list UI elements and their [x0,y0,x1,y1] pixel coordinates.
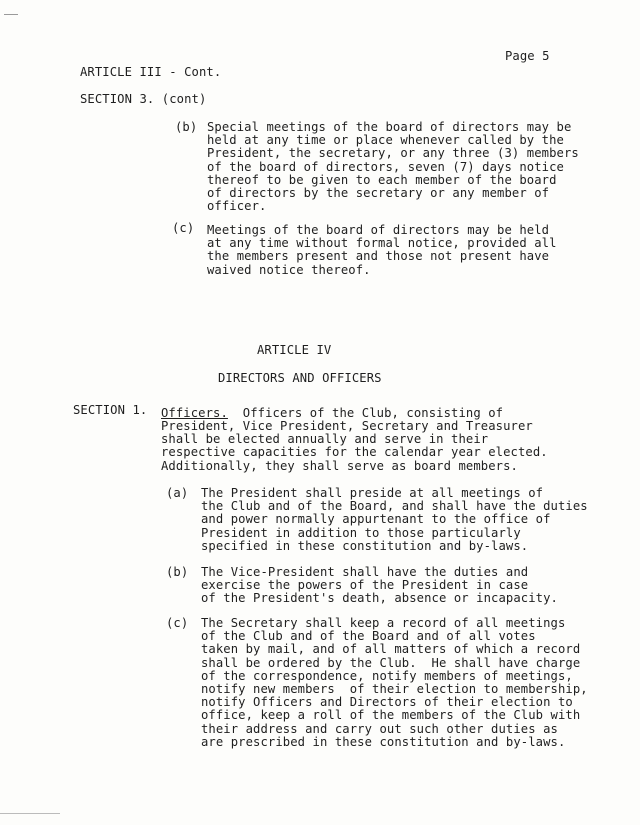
paragraph-meetings-without-notice: Meetings of the board of directors may be held at any time without formal notice, provided all the members present and those not present have waived notice thereof. [207,223,557,277]
item-label-b: (b) [166,565,189,579]
item-label-b: (b) [175,120,198,134]
paragraph-secretary-duties: The Secretary shall keep a record of all meetings of the Club and of the Board and of all votes taken by mail, and of all matters of which a record shall be ordered by the Club. He shall have charge of the correspondence, notify members of meetings, notify new members of their election to membership, notify Officers and Directors of their election to office, keep a roll of the members of the Club with their address and carry out such other duties as are prescribed in these constitution and by-laws. [201,616,588,749]
page-number: Page 5 [505,49,550,63]
item-label-a: (a) [166,486,189,500]
item-label-c: (c) [172,221,195,235]
section-label: SECTION 1. [73,403,148,417]
paragraph-president-duties: The President shall preside at all meetings of the Club and of the Board, and shall have the duties and power normally appurtenant to the office of President in addition to those particularly specified in these constitution and by-laws. [201,486,588,553]
scan-mark [4,14,18,15]
paragraph-vice-president-duties: The Vice-President shall have the duties and exercise the powers of the President in case of the President's death, absence or incapacity. [201,565,558,606]
item-label-c: (c) [166,616,189,630]
officers-paragraph-body: President, Vice President, Secretary and Treasurer shall be elected annually and serve in their respective capacities for the calendar year elected. Additionally, they shall serve as board members. [161,419,548,473]
paragraph-special-meetings: Special meetings of the board of directors may be held at any time or place whenever called by the President, the secretary, or any three (3) members of the board of directors, seven (7) days notice thereof to be given to each member of the board of directors by the secretary or any member of officer. [207,120,579,214]
scan-mark [0,813,60,814]
officers-intro-text: Officers of the Club, consisting of [227,406,504,420]
article-title: ARTICLE IV [257,343,332,357]
article-continued-heading: ARTICLE III - Cont. [80,65,222,79]
section-continued-heading: SECTION 3. (cont) [80,92,207,106]
officers-heading: Officers. [161,406,228,420]
article-subtitle: DIRECTORS AND OFFICERS [218,371,382,385]
